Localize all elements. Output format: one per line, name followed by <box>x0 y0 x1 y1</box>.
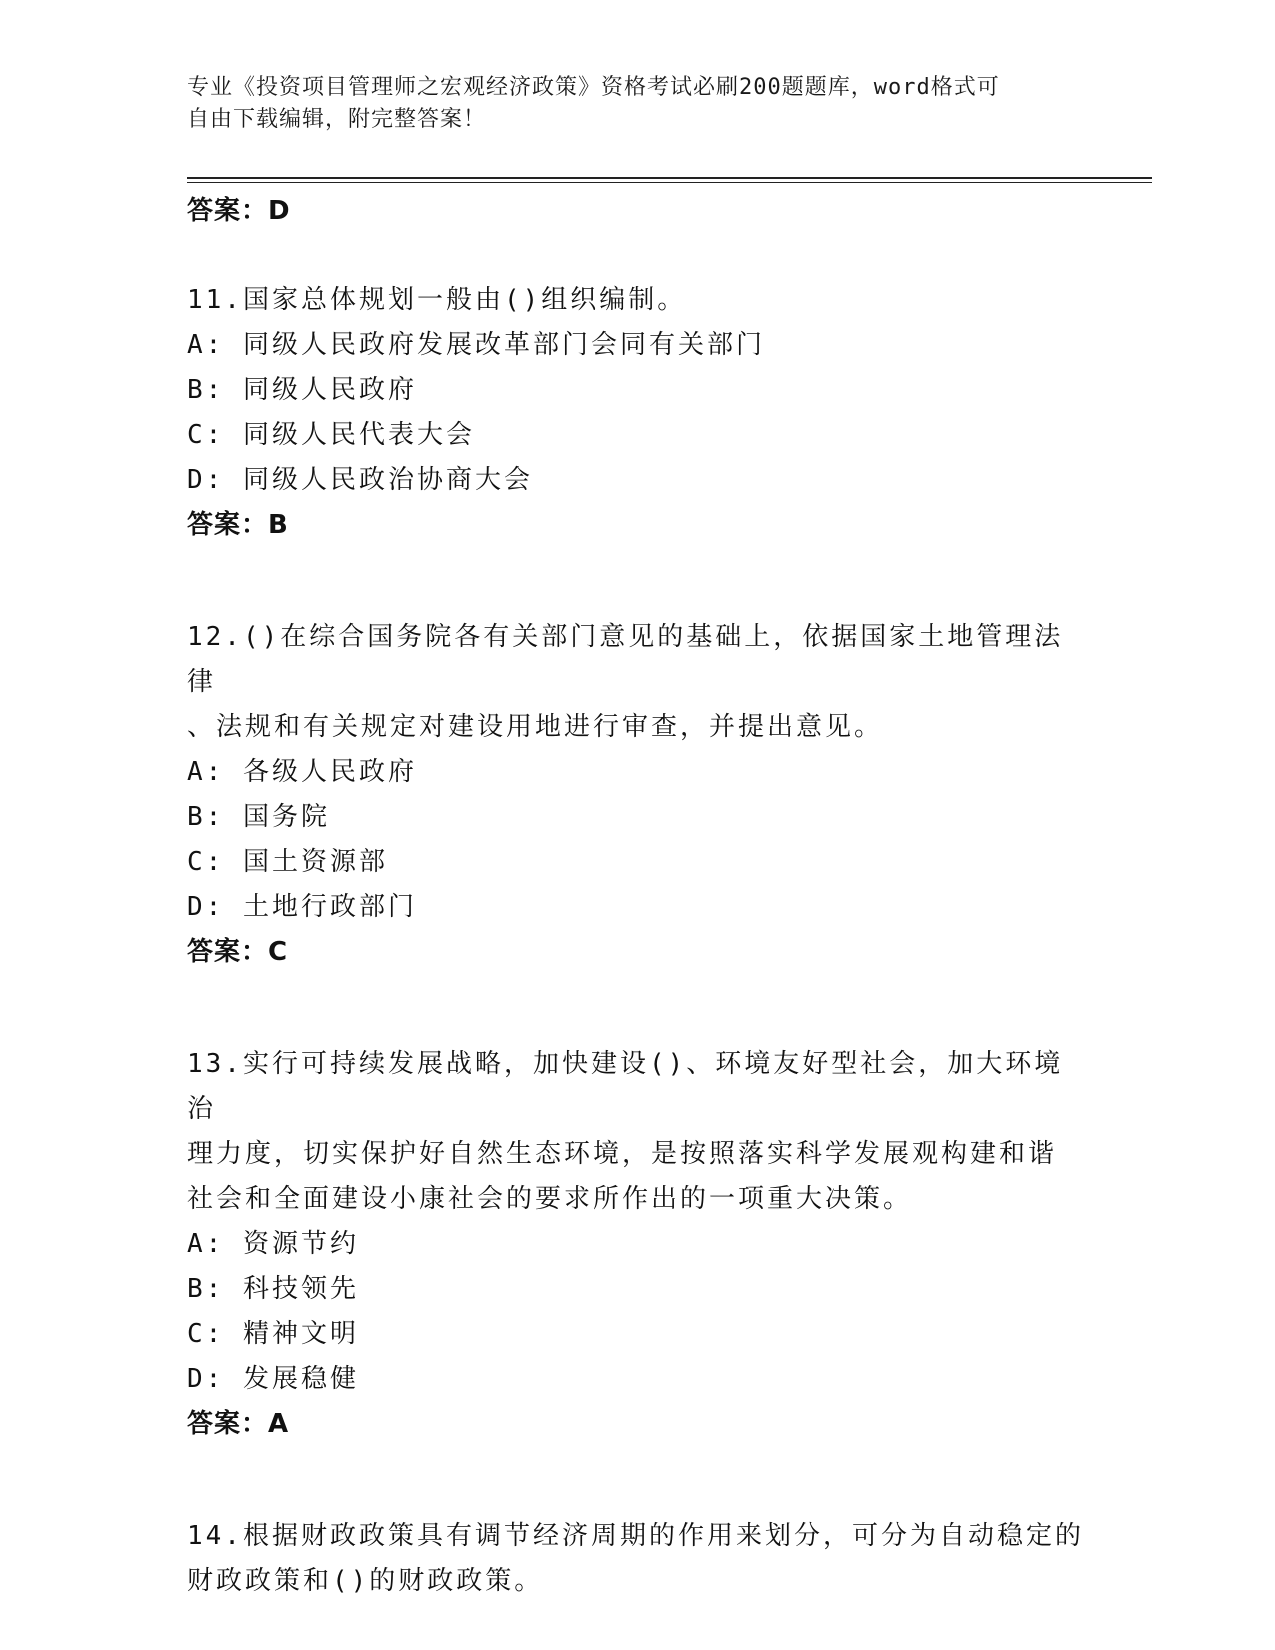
question-14-text <box>187 1514 1087 1604</box>
question-11 <box>187 278 1087 547</box>
question-12-text <box>187 615 1087 750</box>
header-divider-thick <box>187 177 1152 179</box>
question-13-option-c: C: 精神文明 <box>187 1319 359 1349</box>
question-11-line-1: 11.国家总体规划一般由()组织编制。 <box>187 285 687 315</box>
question-12 <box>187 615 1087 974</box>
question-11-option-c: C: 同级人民代表大会 <box>187 420 475 450</box>
question-12-answer: 答案：C <box>187 937 289 967</box>
question-13-option-d: D: 发展稳健 <box>187 1364 359 1394</box>
question-12-line-2: 、法规和有关规定对建设用地进行审查，并提出意见。 <box>187 712 884 742</box>
question-13-option-b: B: 科技领先 <box>187 1274 359 1304</box>
question-12-option-a: A: 各级人民政府 <box>187 757 417 787</box>
question-list <box>187 189 1087 1604</box>
question-12-line-1: 12.()在综合国务院各有关部门意见的基础上，依据国家土地管理法律 <box>187 622 1064 697</box>
question-13-line-2: 理力度，切实保护好自然生态环境，是按照落实科学发展观构建和谐 <box>187 1139 1058 1169</box>
question-14 <box>187 1514 1087 1604</box>
question-14-line-2: 财政政策和()的财政政策。 <box>187 1566 544 1596</box>
question-13-line-3: 社会和全面建设小康社会的要求所作出的一项重大决策。 <box>187 1184 913 1214</box>
question-14-line-1: 14.根据财政政策具有调节经济周期的作用来划分，可分为自动稳定的 <box>187 1521 1084 1551</box>
header-line-1: 专业《投资项目管理师之宏观经济政策》资格考试必刷200题题库，word格式可 <box>187 75 1000 100</box>
question-11-text <box>187 278 1087 323</box>
question-13-option-a: A: 资源节约 <box>187 1229 359 1259</box>
question-12-option-b: B: 国务院 <box>187 802 330 832</box>
question-11-option-b: B: 同级人民政府 <box>187 375 417 405</box>
question-13-line-1: 13.实行可持续发展战略，加快建设()、环境友好型社会，加大环境治 <box>187 1049 1064 1124</box>
header-divider-thin <box>187 182 1152 183</box>
question-12-option-d: D: 土地行政部门 <box>187 892 417 922</box>
question-12-option-c: C: 国土资源部 <box>187 847 388 877</box>
question-11-answer: 答案：B <box>187 510 289 540</box>
question-13-answer: 答案：A <box>187 1409 290 1439</box>
question-13-text <box>187 1042 1087 1222</box>
header-line-2: 自由下载编辑，附完整答案！ <box>187 107 487 132</box>
question-11-option-d: D: 同级人民政治协商大会 <box>187 465 533 495</box>
answer-previous: 答案：D <box>187 196 291 226</box>
question-13 <box>187 1042 1087 1446</box>
page-header <box>187 72 1067 136</box>
question-11-option-a: A: 同级人民政府发展改革部门会同有关部门 <box>187 330 765 360</box>
